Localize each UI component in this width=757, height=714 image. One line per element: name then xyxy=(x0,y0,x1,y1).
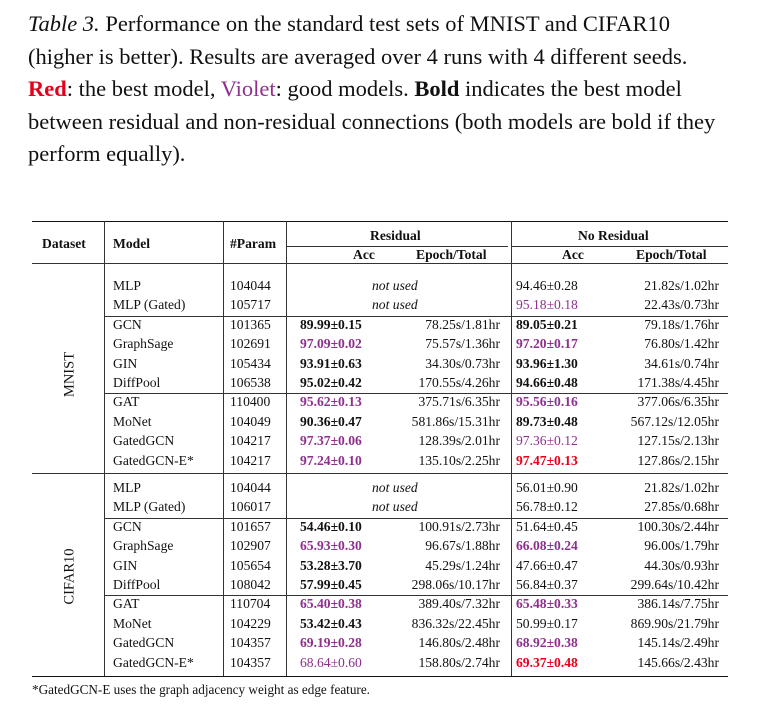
noresidual-epoch: 27.85s/0.68hr xyxy=(644,499,719,515)
header-residual-acc: Acc xyxy=(353,247,375,262)
model-name: MLP (Gated) xyxy=(113,297,186,313)
residual-epoch: 45.29s/1.24hr xyxy=(425,557,500,573)
residual-epoch: 158.80s/2.74hr xyxy=(418,654,500,670)
noresidual-acc: 50.99±0.17 xyxy=(516,615,578,631)
param-count: 104044 xyxy=(230,278,271,293)
noresidual-acc: 89.05±0.21 xyxy=(516,316,578,332)
noresidual-acc: 66.08±0.24 xyxy=(516,538,578,554)
header-noresidual-epoch: Epoch/Total xyxy=(636,247,707,262)
table-caption xyxy=(28,8,728,171)
param-count: 110704 xyxy=(230,596,271,612)
table-rule xyxy=(104,393,728,394)
model-name: GAT xyxy=(113,394,140,410)
noresidual-epoch: 377.06s/6.35hr xyxy=(637,394,719,410)
noresidual-epoch: 76.80s/1.42hr xyxy=(644,336,719,352)
noresidual-epoch: 145.14s/2.49hr xyxy=(637,635,719,651)
caption-text: indicates the best model between residual and non-residual connections (both models are bold if they perform equally). xyxy=(28,76,716,167)
residual-acc: 54.46±0.10 xyxy=(300,518,362,534)
header-noresidual-acc: Acc xyxy=(562,247,584,262)
noresidual-acc: 56.84±0.37 xyxy=(516,577,578,592)
not-used-label: not used xyxy=(372,480,418,495)
residual-acc: 65.93±0.30 xyxy=(300,538,362,554)
model-name: GAT xyxy=(113,596,140,612)
noresidual-epoch: 21.82s/1.02hr xyxy=(644,480,719,495)
param-count: 104357 xyxy=(230,635,271,651)
caption-text: : good models. xyxy=(275,76,415,102)
param-count: 101657 xyxy=(230,518,271,534)
param-count: 110400 xyxy=(230,394,271,410)
table-footnote: *GatedGCN-E uses the graph adjacency weight as edge feature. xyxy=(32,682,370,697)
model-name: MoNet xyxy=(113,615,152,631)
noresidual-epoch: 171.38s/4.45hr xyxy=(637,375,719,390)
noresidual-acc: 97.20±0.17 xyxy=(516,336,578,352)
noresidual-acc: 94.66±0.48 xyxy=(516,375,578,390)
residual-acc: 95.62±0.13 xyxy=(300,394,362,410)
model-name: MLP xyxy=(113,480,141,495)
column-divider xyxy=(223,221,224,676)
noresidual-acc: 89.73±0.48 xyxy=(516,413,578,429)
model-name: GatedGCN xyxy=(113,433,175,449)
param-count: 106538 xyxy=(230,375,271,390)
header-dataset: Dataset xyxy=(42,236,86,251)
residual-epoch: 135.10s/2.25hr xyxy=(418,452,500,468)
residual-epoch: 146.80s/2.48hr xyxy=(418,635,500,651)
header-residual: Residual xyxy=(370,228,421,243)
residual-epoch: 128.39s/2.01hr xyxy=(418,433,500,449)
param-count: 102907 xyxy=(230,538,271,554)
caption-text: Performance on the standard test sets of MNIST and CIFAR10 (higher is better). Results are averaged over 4 runs with 4 different seeds. xyxy=(28,11,688,69)
not-used-label: not used xyxy=(372,499,418,515)
model-name: MLP (Gated) xyxy=(113,499,186,515)
header-model: Model xyxy=(113,236,150,251)
not-used-label: not used xyxy=(372,297,418,313)
noresidual-epoch: 96.00s/1.79hr xyxy=(644,538,719,554)
residual-acc: 95.02±0.42 xyxy=(300,375,362,390)
noresidual-epoch: 386.14s/7.75hr xyxy=(637,596,719,612)
param-count: 108042 xyxy=(230,577,271,592)
residual-epoch: 836.32s/22.45hr xyxy=(411,615,500,631)
noresidual-acc: 65.48±0.33 xyxy=(516,596,578,612)
table-top-rule xyxy=(32,221,728,222)
noresidual-acc: 56.01±0.90 xyxy=(516,480,578,495)
table-rule xyxy=(104,518,728,519)
section-divider xyxy=(32,473,728,474)
residual-acc: 97.09±0.02 xyxy=(300,336,362,352)
residual-acc: 89.99±0.15 xyxy=(300,316,362,332)
column-divider xyxy=(286,221,287,676)
noresidual-epoch: 299.64s/10.42hr xyxy=(630,577,719,592)
model-name: GatedGCN-E* xyxy=(113,452,194,468)
noresidual-acc: 94.46±0.28 xyxy=(516,278,578,293)
residual-acc: 57.99±0.45 xyxy=(300,577,362,592)
model-name: GatedGCN-E* xyxy=(113,654,194,670)
model-name: GIN xyxy=(113,355,138,371)
residual-acc: 53.28±3.70 xyxy=(300,557,362,573)
param-count: 102691 xyxy=(230,336,271,352)
noresidual-epoch: 567.12s/12.05hr xyxy=(630,413,719,429)
dataset-label-mnist: MNIST xyxy=(61,351,78,398)
noresidual-acc: 68.92±0.38 xyxy=(516,635,578,651)
noresidual-epoch: 127.15s/2.13hr xyxy=(637,433,719,449)
header-no-residual: No Residual xyxy=(578,228,649,243)
model-name: GCN xyxy=(113,316,142,332)
residual-acc: 69.19±0.28 xyxy=(300,635,362,651)
noresidual-acc: 97.36±0.12 xyxy=(516,433,578,449)
caption-bold-word: Bold xyxy=(414,76,460,102)
param-count: 105717 xyxy=(230,297,271,313)
residual-acc: 53.42±0.43 xyxy=(300,615,362,631)
noresidual-acc: 69.37±0.48 xyxy=(516,654,578,670)
residual-acc: 68.64±0.60 xyxy=(300,654,362,670)
param-count: 106017 xyxy=(230,499,271,515)
noresidual-epoch: 869.90s/21.79hr xyxy=(630,615,719,631)
param-count: 104229 xyxy=(230,615,271,631)
noresidual-epoch: 100.30s/2.44hr xyxy=(637,518,719,534)
residual-epoch: 78.25s/1.81hr xyxy=(425,316,500,332)
noresidual-acc: 47.66±0.47 xyxy=(516,557,578,573)
model-name: DiffPool xyxy=(113,375,161,390)
param-count: 104044 xyxy=(230,480,271,495)
param-count: 104357 xyxy=(230,654,271,670)
noresidual-acc: 95.18±0.18 xyxy=(516,297,578,313)
column-divider xyxy=(104,221,105,676)
not-used-label: not used xyxy=(372,278,418,293)
table-header-rule xyxy=(32,263,728,264)
residual-acc: 93.91±0.63 xyxy=(300,355,362,371)
noresidual-epoch: 34.61s/0.74hr xyxy=(644,355,719,371)
model-name: DiffPool xyxy=(113,577,161,592)
param-count: 105654 xyxy=(230,557,271,573)
noresidual-epoch: 44.30s/0.93hr xyxy=(644,557,719,573)
table-rule xyxy=(104,595,728,596)
model-name: GatedGCN xyxy=(113,635,175,651)
noresidual-epoch: 21.82s/1.02hr xyxy=(644,278,719,293)
param-count: 104217 xyxy=(230,452,271,468)
model-name: GCN xyxy=(113,518,142,534)
residual-epoch: 581.86s/15.31hr xyxy=(411,413,500,429)
residual-acc: 65.40±0.38 xyxy=(300,596,362,612)
residual-acc: 90.36±0.47 xyxy=(300,413,362,429)
residual-epoch: 96.67s/1.88hr xyxy=(425,538,500,554)
dataset-label-cifar: CIFAR10 xyxy=(61,548,78,605)
param-count: 104217 xyxy=(230,433,271,449)
table-rule xyxy=(104,316,728,317)
noresidual-epoch: 145.66s/2.43hr xyxy=(637,654,719,670)
residual-acc: 97.37±0.06 xyxy=(300,433,362,449)
noresidual-acc: 93.96±1.30 xyxy=(516,355,578,371)
residual-acc: 97.24±0.10 xyxy=(300,452,362,468)
residual-epoch: 100.91s/2.73hr xyxy=(418,518,500,534)
model-name: GraphSage xyxy=(113,336,174,352)
param-count: 105434 xyxy=(230,355,271,371)
noresidual-acc: 97.47±0.13 xyxy=(516,452,578,468)
residual-epoch: 34.30s/0.73hr xyxy=(425,355,500,371)
caption-violet-word: Violet xyxy=(220,76,276,102)
table-bottom-rule xyxy=(32,676,728,677)
model-name: MLP xyxy=(113,278,141,293)
noresidual-acc: 95.56±0.16 xyxy=(516,394,578,410)
model-name: MoNet xyxy=(113,413,152,429)
residual-epoch: 170.55s/4.26hr xyxy=(418,375,500,390)
header-residual-epoch: Epoch/Total xyxy=(416,247,487,262)
noresidual-epoch: 22.43s/0.73hr xyxy=(644,297,719,313)
residual-epoch: 298.06s/10.17hr xyxy=(411,577,500,592)
noresidual-epoch: 127.86s/2.15hr xyxy=(637,452,719,468)
caption-label: Table 3. xyxy=(28,11,100,36)
param-count: 101365 xyxy=(230,316,271,332)
residual-epoch: 75.57s/1.36hr xyxy=(425,336,500,352)
noresidual-epoch: 79.18s/1.76hr xyxy=(644,316,719,332)
caption-red-word: Red xyxy=(28,76,67,102)
model-name: GraphSage xyxy=(113,538,174,554)
param-count: 104049 xyxy=(230,413,271,429)
model-name: GIN xyxy=(113,557,138,573)
column-divider xyxy=(511,221,512,676)
residual-epoch: 375.71s/6.35hr xyxy=(418,394,500,410)
header-param: #Param xyxy=(230,236,277,251)
noresidual-acc: 51.64±0.45 xyxy=(516,518,578,534)
noresidual-acc: 56.78±0.12 xyxy=(516,499,578,515)
caption-text: : the best model, xyxy=(66,76,221,102)
residual-epoch: 389.40s/7.32hr xyxy=(418,596,500,612)
